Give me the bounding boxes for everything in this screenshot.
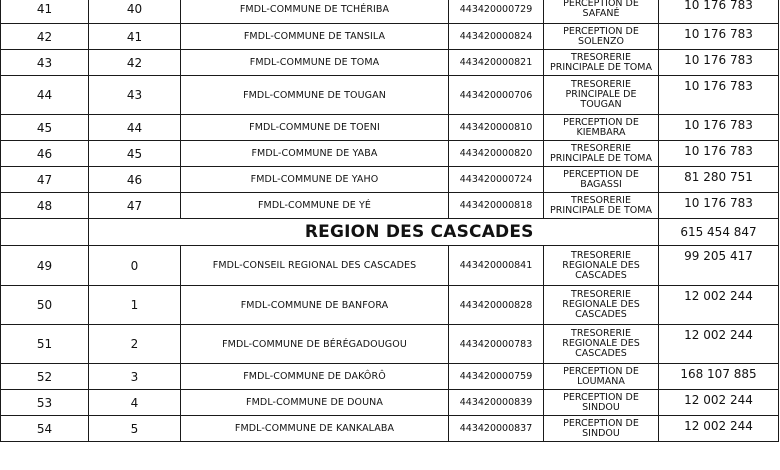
paying-office — [544, 76, 659, 115]
table-row — [1, 76, 779, 115]
row-number: 47 — [1, 167, 89, 193]
paying-office-line: TRESORERIE — [571, 142, 631, 154]
paying-office-line: TRESORERIE — [571, 79, 631, 90]
commune-number: 2 — [89, 325, 181, 364]
beneficiary-name: FMDL-COMMUNE DE YAHO — [181, 167, 449, 193]
beneficiary-name: FMDL-COMMUNE DE YABA — [181, 141, 449, 167]
account-number: 443420000724 — [449, 167, 544, 193]
account-number: 443420000841 — [449, 246, 544, 286]
region-blank-cell — [1, 219, 89, 246]
beneficiary-name: FMDL-COMMUNE DE TOMA — [181, 50, 449, 76]
table-row — [1, 0, 779, 24]
amount: 10 176 783 — [659, 115, 779, 141]
commune-number: 4 — [89, 390, 181, 416]
paying-office-line: PERCEPTION DE — [563, 365, 639, 377]
region-blank-cell — [89, 219, 181, 246]
row-number: 46 — [1, 141, 89, 167]
paying-office-line: SINDOU — [582, 401, 620, 413]
paying-office-line: REGIONALE DES — [562, 338, 640, 349]
paying-office-line: TRESORERIE — [571, 289, 631, 300]
commune-number: 44 — [89, 115, 181, 141]
paying-office-line: PERCEPTION DE — [563, 417, 639, 429]
account-number: 443420000810 — [449, 115, 544, 141]
paying-office — [544, 325, 659, 364]
beneficiary-name: FMDL-COMMUNE DE DAKÔRÔ — [181, 364, 449, 390]
paying-office-line: PERCEPTION DE — [563, 25, 639, 37]
paying-office-line: CASCADES — [575, 269, 627, 281]
table-row — [1, 325, 779, 364]
account-number: 443420000706 — [449, 76, 544, 115]
paying-office-line: PERCEPTION DE — [563, 0, 639, 9]
paying-office-line: SAFANÉ — [582, 8, 620, 19]
row-number: 52 — [1, 364, 89, 390]
amount: 10 176 783 — [659, 141, 779, 167]
paying-office-line: PRINCIPALE DE — [565, 89, 637, 100]
beneficiary-name: FMDL-COMMUNE DE BANFORA — [181, 286, 449, 325]
table-body-lower — [1, 246, 779, 442]
amount: 99 205 417 — [659, 246, 779, 286]
beneficiary-name: FMDL-COMMUNE DE DOUNA — [181, 390, 449, 416]
amount: 12 002 244 — [659, 325, 779, 364]
commune-number: 3 — [89, 364, 181, 390]
commune-number: 47 — [89, 193, 181, 219]
paying-office-line: SOLENZO — [578, 35, 624, 47]
amount: 10 176 783 — [659, 24, 779, 50]
paying-office — [544, 24, 659, 50]
beneficiary-name: FMDL-COMMUNE DE KANKALABA — [181, 416, 449, 442]
paying-office — [544, 390, 659, 416]
table-row — [1, 193, 779, 219]
account-number: 443420000729 — [449, 0, 544, 24]
paying-office-line: TOUGAN — [580, 99, 622, 110]
commune-number: 1 — [89, 286, 181, 325]
row-number: 49 — [1, 246, 89, 286]
paying-office — [544, 246, 659, 286]
table-row — [1, 50, 779, 76]
amount: 10 176 783 — [659, 76, 779, 115]
beneficiary-name: FMDL-CONSEIL REGIONAL DES CASCADES — [181, 246, 449, 286]
paying-office-line: KIEMBARA — [576, 126, 626, 138]
paying-office — [544, 193, 659, 219]
commune-number: 42 — [89, 50, 181, 76]
amount: 168 107 885 — [659, 364, 779, 390]
table-row — [1, 390, 779, 416]
beneficiary-name: FMDL-COMMUNE DE TCHÉRIBA — [181, 0, 449, 24]
row-number: 51 — [1, 325, 89, 364]
paying-office-line: LOUMANA — [577, 375, 625, 387]
account-number: 443420000759 — [449, 364, 544, 390]
paying-office-line: REGIONALE DES — [562, 299, 640, 310]
beneficiary-name: FMDL-COMMUNE DE YÉ — [181, 193, 449, 219]
commune-number: 40 — [89, 0, 181, 24]
amount: 81 280 751 — [659, 167, 779, 193]
table-row — [1, 115, 779, 141]
table-row — [1, 364, 779, 390]
paying-office-line: SINDOU — [582, 427, 620, 439]
row-number: 45 — [1, 115, 89, 141]
commune-number: 43 — [89, 76, 181, 115]
paying-office — [544, 416, 659, 442]
amount: 12 002 244 — [659, 390, 779, 416]
paying-office — [544, 0, 659, 24]
commune-number: 45 — [89, 141, 181, 167]
paying-office-line: PRINCIPALE DE TOMA — [550, 152, 652, 164]
account-number: 443420000828 — [449, 286, 544, 325]
amount: 10 176 783 — [659, 193, 779, 219]
beneficiary-name: FMDL-COMMUNE DE TANSILA — [181, 24, 449, 50]
paying-office-line: CASCADES — [575, 309, 627, 320]
table-row — [1, 416, 779, 442]
paying-office-line: PERCEPTION DE — [563, 391, 639, 403]
paying-office — [544, 167, 659, 193]
beneficiary-name: FMDL-COMMUNE DE BÉRÉGADOUGOU — [181, 325, 449, 364]
paying-office — [544, 286, 659, 325]
row-number: 53 — [1, 390, 89, 416]
account-number: 443420000824 — [449, 24, 544, 50]
region-header — [1, 219, 779, 246]
table-row — [1, 167, 779, 193]
paying-office-line: PRINCIPALE DE TOMA — [550, 61, 652, 73]
amount: 12 002 244 — [659, 416, 779, 442]
row-number: 44 — [1, 76, 89, 115]
paying-office — [544, 50, 659, 76]
amount: 10 176 783 — [659, 50, 779, 76]
row-number: 41 — [1, 0, 89, 24]
table-row — [1, 24, 779, 50]
account-number: 443420000783 — [449, 325, 544, 364]
region-title: REGION DES CASCADES — [181, 219, 659, 246]
paying-office-line: TRESORERIE — [571, 194, 631, 206]
paying-office-line: TRESORERIE — [571, 328, 631, 339]
row-number: 48 — [1, 193, 89, 219]
account-number: 443420000839 — [449, 390, 544, 416]
row-number: 43 — [1, 50, 89, 76]
paying-office — [544, 364, 659, 390]
account-number: 443420000837 — [449, 416, 544, 442]
commune-number: 0 — [89, 246, 181, 286]
account-number: 443420000821 — [449, 50, 544, 76]
paying-office-line: BAGASSI — [580, 178, 622, 190]
paying-office — [544, 115, 659, 141]
region-total-amount: 615 454 847 — [659, 219, 779, 246]
amount: 10 176 783 — [659, 0, 779, 24]
table-row — [1, 141, 779, 167]
table-row — [1, 286, 779, 325]
row-number: 50 — [1, 286, 89, 325]
account-number: 443420000820 — [449, 141, 544, 167]
paying-office — [544, 141, 659, 167]
region-row — [1, 219, 779, 246]
amount: 12 002 244 — [659, 286, 779, 325]
paying-office-line: REGIONALE DES — [562, 259, 640, 271]
paying-office-line: CASCADES — [575, 348, 627, 359]
table-body-upper — [1, 0, 779, 219]
beneficiary-name: FMDL-COMMUNE DE TOUGAN — [181, 76, 449, 115]
beneficiary-name: FMDL-COMMUNE DE TOENI — [181, 115, 449, 141]
paying-office-line: PERCEPTION DE — [563, 168, 639, 180]
row-number: 54 — [1, 416, 89, 442]
paying-office-line: TRESORERIE — [571, 51, 631, 63]
commune-number: 41 — [89, 24, 181, 50]
paying-office-line: PERCEPTION DE — [563, 116, 639, 128]
paying-office-line: TRESORERIE — [571, 249, 631, 261]
commune-number: 5 — [89, 416, 181, 442]
paying-office-line: PRINCIPALE DE TOMA — [550, 204, 652, 216]
row-number: 42 — [1, 24, 89, 50]
account-number: 443420000818 — [449, 193, 544, 219]
table-row — [1, 246, 779, 286]
commune-number: 46 — [89, 167, 181, 193]
